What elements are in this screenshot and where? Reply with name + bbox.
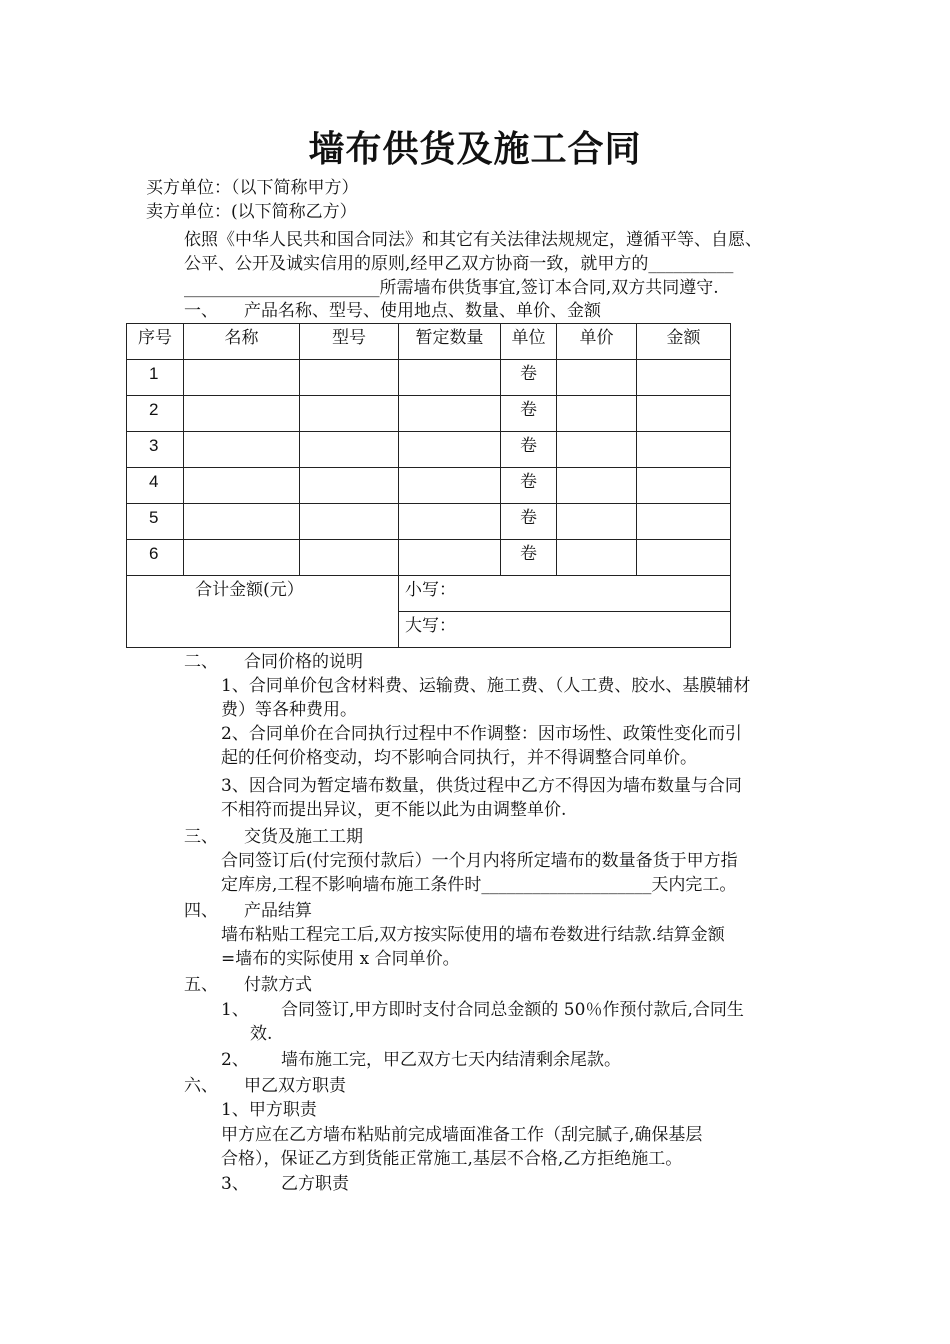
section-6-title: 甲乙双方职责	[244, 1076, 346, 1096]
section-2-p2-line-2: 起的任何价格变动，均不影响合同执行，并不得调整合同单价。	[221, 748, 697, 768]
header-cell: 单价	[579, 328, 614, 348]
section-5-title: 付款方式	[244, 975, 312, 995]
section-2-p3-line-2: 不相符而提出异议，更不能以此为由调整单价.	[221, 800, 567, 820]
price-cell	[557, 396, 637, 432]
quantity-cell	[399, 360, 501, 396]
page-title: 墙布供货及施工合同	[308, 129, 642, 170]
section-6-p1-line-1: 甲方应在乙方墙布粘贴前完成墙面准备工作（刮完腻子,确保基层	[221, 1125, 703, 1145]
section-4-number: 四、	[184, 901, 218, 921]
price-cell	[557, 504, 637, 540]
upper-case-label: 大写：	[405, 616, 456, 636]
name-cell	[184, 468, 300, 504]
unit-cell: 卷	[520, 436, 537, 456]
unit-cell: 卷	[520, 544, 537, 564]
unit-cell: 卷	[520, 400, 537, 420]
header-cell: 序号	[138, 328, 172, 348]
header-cell: 单位	[511, 328, 546, 348]
model-cell	[300, 432, 399, 468]
unit-cell: 卷	[520, 364, 537, 384]
amount-cell	[637, 396, 731, 432]
section-4-p1-line-2: =墙布的实际使用 x 合同单价。	[221, 949, 460, 969]
amount-cell	[637, 540, 731, 576]
section-2-p2-line-1: 2、合同单价在合同执行过程中不作调整：因市场性、政策性变化而引	[221, 724, 742, 744]
section-2-p1-line-2: 费）等各种费用。	[221, 700, 357, 720]
section-3-number: 三、	[184, 827, 218, 847]
row-number: 5	[149, 508, 159, 527]
header-cell: 型号	[332, 328, 366, 348]
lower-case-label: 小写：	[405, 580, 456, 600]
model-cell	[300, 360, 399, 396]
table-row	[127, 396, 731, 432]
section-5-item-1-number: 1、	[221, 1000, 249, 1020]
header-cell: 名称	[224, 328, 259, 348]
quantity-cell	[399, 504, 501, 540]
section-3-p1-line-1: 合同签订后(付完预付款后）一个月内将所定墙布的数量备货于甲方指	[221, 851, 738, 871]
section-5-item-2-number: 2、	[221, 1050, 249, 1070]
section-2-p1-line-1: 1、合同单价包含材料费、运输费、施工费、（人工费、胶水、基膜辅材	[221, 676, 751, 696]
section-4-title: 产品结算	[244, 901, 312, 921]
product-table	[126, 323, 731, 648]
amount-cell	[637, 432, 731, 468]
price-cell	[557, 432, 637, 468]
amount-cell	[637, 468, 731, 504]
section-5-item-2: 墙布施工完，甲乙双方七天内结清剩余尾款。	[281, 1050, 621, 1070]
buyer-line: 买方单位：（以下简称甲方）	[146, 178, 359, 198]
price-cell	[557, 468, 637, 504]
table-header-row	[127, 324, 731, 360]
section-5-item-1-line-1: 合同签订,甲方即时支付合同总金额的 50％作预付款后,合同生	[281, 1000, 744, 1020]
amount-cell	[637, 360, 731, 396]
table-row	[127, 540, 731, 576]
model-cell	[300, 468, 399, 504]
header-cell: 暂定数量	[415, 328, 484, 348]
intro-line-2: 公平、公开及诚实信用的原则,经甲乙双方协商一致，就甲方的__________	[184, 254, 734, 274]
total-lower-row	[127, 576, 731, 612]
table-row	[127, 432, 731, 468]
table-row	[127, 468, 731, 504]
section-3-title: 交货及施工工期	[244, 827, 363, 847]
header-cell: 金额	[666, 328, 701, 348]
section-6-sub-3: 乙方职责	[281, 1174, 349, 1194]
section-5-number: 五、	[184, 975, 218, 995]
unit-cell: 卷	[520, 472, 537, 492]
row-number: 6	[149, 544, 159, 563]
section-2-number: 二、	[184, 652, 218, 672]
quantity-cell	[399, 540, 501, 576]
row-number: 3	[149, 436, 159, 455]
section-4-p1-line-1: 墙布粘贴工程完工后,双方按实际使用的墙布卷数进行结款.结算金额	[221, 925, 725, 945]
quantity-cell	[399, 396, 501, 432]
name-cell	[184, 540, 300, 576]
section-6-number: 六、	[184, 1076, 218, 1096]
intro-line-1: 依照《中华人民共和国合同法》和其它有关法律法规规定，遵循平等、自愿、	[184, 230, 762, 250]
section-5-item-1-line-2: 效.	[250, 1024, 273, 1044]
seller-line: 卖方单位：(以下简称乙方）	[146, 202, 357, 222]
section-1-title: 产品名称、型号、使用地点、数量、单价、金额	[244, 301, 601, 321]
section-2-title: 合同价格的说明	[244, 652, 363, 672]
quantity-cell	[399, 468, 501, 504]
row-number: 1	[149, 364, 159, 383]
name-cell	[184, 360, 300, 396]
section-3-p1-line-2: 定库房,工程不影响墙布施工条件时____________________天内完工。	[221, 875, 737, 895]
name-cell	[184, 504, 300, 540]
quantity-cell	[399, 432, 501, 468]
model-cell	[300, 540, 399, 576]
section-6-sub-1: 1、甲方职责	[221, 1100, 317, 1120]
table-row	[127, 360, 731, 396]
price-cell	[557, 360, 637, 396]
price-cell	[557, 540, 637, 576]
name-cell	[184, 396, 300, 432]
section-2-p3-line-1: 3、因合同为暂定墙布数量，供货过程中乙方不得因为墙布数量与合同	[221, 776, 742, 796]
row-number: 4	[149, 472, 159, 491]
section-1-number: 一、	[184, 301, 218, 321]
model-cell	[300, 396, 399, 432]
section-6-p1-line-2: 合格），保证乙方到货能正常施工,基层不合格,乙方拒绝施工。	[221, 1149, 683, 1169]
row-number: 2	[149, 400, 159, 419]
total-amount-label: 合计金额(元）	[195, 580, 304, 600]
name-cell	[184, 432, 300, 468]
table-row	[127, 504, 731, 540]
section-6-sub-3-number: 3、	[221, 1174, 249, 1194]
amount-cell	[637, 504, 731, 540]
unit-cell: 卷	[520, 508, 537, 528]
intro-line-3: _______________________所需墙布供货事宜,签订本合同,双方共同遵守.	[184, 278, 719, 298]
model-cell	[300, 504, 399, 540]
